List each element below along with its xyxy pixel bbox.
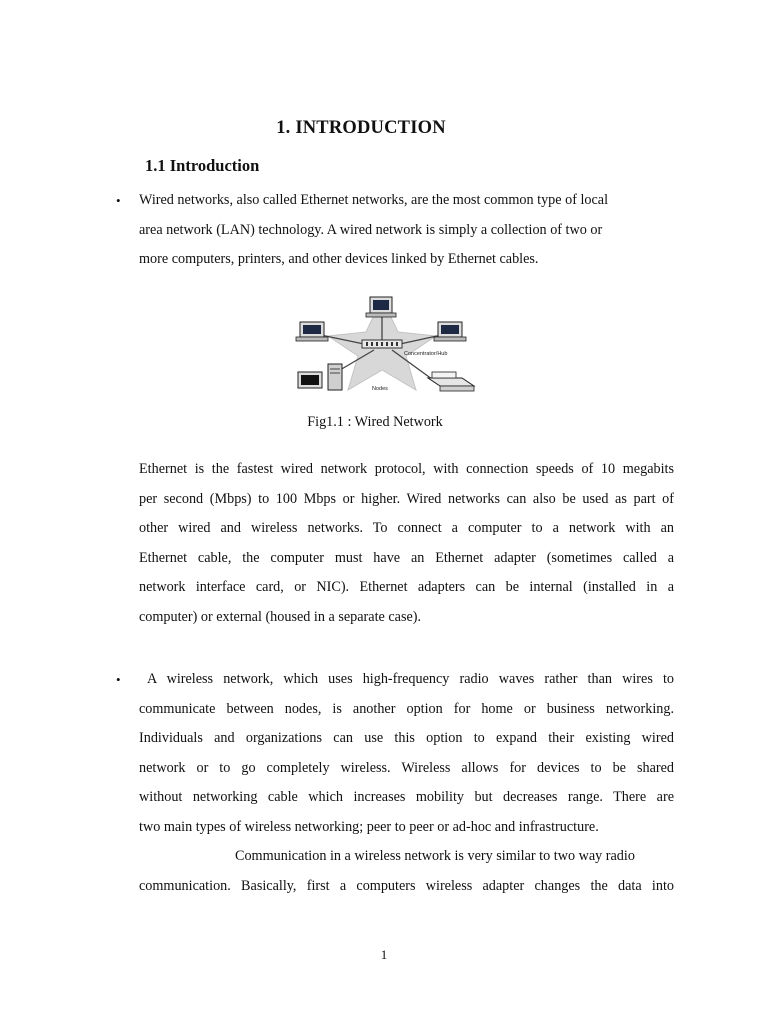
paragraph-line: Communication in a wireless network is very similar to two way radio xyxy=(235,848,635,864)
paragraph-line: communicate between nodes, is another option for home or business networking. xyxy=(139,700,674,717)
computer-icon-right xyxy=(434,322,466,341)
paragraph-ethernet xyxy=(139,455,674,632)
paragraph-line: other wired and wireless networks. To connect a computer to a network with an xyxy=(139,520,674,536)
paragraph-communication xyxy=(139,842,674,901)
paragraph-wired-intro xyxy=(139,186,674,275)
figure-caption: Fig1.1 : Wired Network xyxy=(307,414,443,430)
paragraph-line: Individuals and organizations can use this option to expand their existing wired xyxy=(139,730,674,746)
paragraph-line: per second (Mbps) to 100 Mbps or higher. Wired networks can also be used as part of xyxy=(139,490,674,507)
paragraph-line: network or to go completely wireless. Wireless allows for devices to be shared xyxy=(139,759,674,776)
paragraph-wireless xyxy=(139,665,674,842)
hub-label: Concentrator/Hub xyxy=(404,351,448,357)
paragraph-line: two main types of wireless networking; peer to peer or ad-hoc and infrastructure. xyxy=(139,818,599,835)
computer-icon-top xyxy=(366,297,396,317)
paragraph-line: A wireless network, which uses high-frequency radio waves rather than wires to xyxy=(147,671,674,687)
chapter-title: 1. INTRODUCTION xyxy=(276,118,446,138)
paragraph-line: computer) or external (housed in a separate case). xyxy=(139,608,422,625)
computer-icon-left xyxy=(296,322,328,341)
paragraph-line: communication. Basically, first a computers wireless adapter changes the data into xyxy=(139,877,674,894)
paragraph-line: network interface card, or NIC). Ethernet adapters can be internal (installed in a xyxy=(139,579,674,595)
bullet-marker-1: • xyxy=(116,193,121,208)
wired-network-figure xyxy=(286,292,478,394)
network-diagram-image xyxy=(286,292,478,394)
paragraph-line: Ethernet is the fastest wired network protocol, with connection speeds of 10 megabits xyxy=(139,461,674,477)
nodes-label: Nodes xyxy=(372,386,388,392)
paragraph-line: more computers, printers, and other devices linked by Ethernet cables. xyxy=(139,251,539,267)
desktop-tower-icon xyxy=(298,364,342,390)
page-number: 1 xyxy=(380,947,388,962)
bullet-marker-2: • xyxy=(116,672,121,687)
paragraph-line: area network (LAN) technology. A wired network is simply a collection of two or xyxy=(139,221,603,238)
paragraph-line: Ethernet cable, the computer must have an Ethernet adapter (sometimes called a xyxy=(139,549,674,566)
paragraph-line: without networking cable which increases mobility but decreases range. There are xyxy=(139,789,674,805)
section-title: 1.1 Introduction xyxy=(145,156,260,175)
paragraph-line: Wired networks, also called Ethernet networks, are the most common type of local xyxy=(139,192,609,208)
printer-icon xyxy=(428,372,474,391)
